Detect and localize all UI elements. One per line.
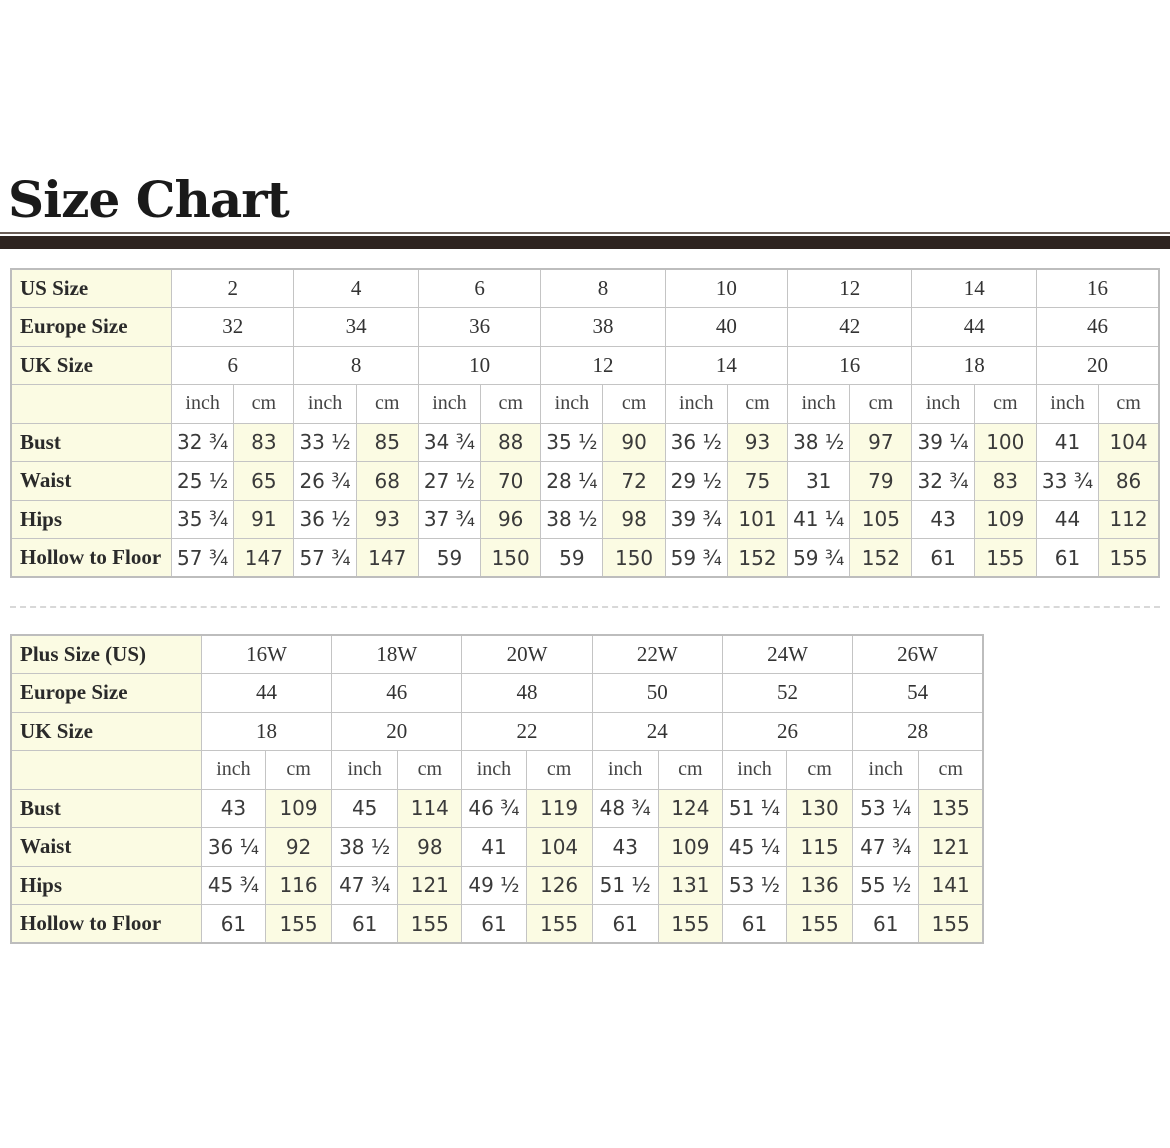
hollow-to-floor-inch-value: 61 — [1036, 539, 1098, 578]
hips-inch-value: 45 ¾ — [201, 866, 265, 905]
hips-label: Hips — [11, 500, 172, 539]
bust-inch-value: 33 ½ — [294, 423, 356, 462]
bust-inch-value: 34 ¾ — [418, 423, 480, 462]
us-size-value: 12 — [788, 269, 912, 308]
uk-size-value: 22 — [462, 712, 592, 751]
cm-unit-header: cm — [398, 751, 462, 790]
cm-unit-header: cm — [481, 385, 541, 424]
hollow-to-floor-row — [11, 539, 1159, 578]
uk-size-value: 8 — [294, 346, 418, 385]
europe-size-value: 50 — [592, 674, 722, 713]
hips-inch-value: 53 ½ — [722, 866, 786, 905]
hips-cm-value: 116 — [265, 866, 331, 905]
hollow-to-floor-cm-value: 155 — [658, 905, 722, 944]
waist-inch-value: 45 ¼ — [722, 828, 786, 867]
uk-size-value: 16 — [788, 346, 912, 385]
hips-cm-value: 141 — [919, 866, 983, 905]
waist-inch-value: 32 ¾ — [912, 462, 974, 501]
uk-size-value: 28 — [853, 712, 983, 751]
hips-row — [11, 500, 1159, 539]
waist-cm-value: 72 — [603, 462, 665, 501]
page-title: Size Chart — [8, 170, 289, 229]
waist-cm-value: 68 — [356, 462, 418, 501]
bust-inch-value: 36 ½ — [665, 423, 727, 462]
hips-inch-value: 49 ½ — [462, 866, 526, 905]
bust-cm-value: 97 — [850, 423, 912, 462]
hollow-to-floor-cm-value: 155 — [398, 905, 462, 944]
europe-size-row — [11, 308, 1159, 347]
bust-cm-value: 100 — [974, 423, 1036, 462]
waist-inch-value: 26 ¾ — [294, 462, 356, 501]
bust-row — [11, 423, 1159, 462]
europe-size-value: 52 — [722, 674, 852, 713]
bust-inch-value: 35 ½ — [541, 423, 603, 462]
hips-cm-value: 93 — [356, 500, 418, 539]
waist-cm-value: 75 — [727, 462, 787, 501]
waist-inch-value: 27 ½ — [418, 462, 480, 501]
europe-size-value: 48 — [462, 674, 592, 713]
hips-inch-value: 51 ½ — [592, 866, 658, 905]
inch-unit-header: inch — [418, 385, 480, 424]
europe-size-value: 36 — [418, 308, 540, 347]
waist-inch-value: 28 ¼ — [541, 462, 603, 501]
waist-cm-value: 121 — [919, 828, 983, 867]
us-size-row — [11, 635, 983, 674]
inch-unit-header: inch — [541, 385, 603, 424]
uk-size-value: 20 — [332, 712, 462, 751]
us-size-value: 18W — [332, 635, 462, 674]
waist-row — [11, 828, 983, 867]
waist-inch-value: 31 — [788, 462, 850, 501]
hollow-to-floor-cm-value: 155 — [974, 539, 1036, 578]
bust-inch-value: 43 — [201, 789, 265, 828]
hollow-to-floor-cm-value: 152 — [727, 539, 787, 578]
hips-cm-value: 109 — [974, 500, 1036, 539]
bust-cm-value: 85 — [356, 423, 418, 462]
hips-cm-value: 121 — [398, 866, 462, 905]
waist-cm-value: 83 — [974, 462, 1036, 501]
cm-unit-header: cm — [265, 751, 331, 790]
us-size-value: 14 — [912, 269, 1036, 308]
hollow-to-floor-label: Hollow to Floor — [11, 905, 201, 944]
hips-inch-value: 37 ¾ — [418, 500, 480, 539]
bust-inch-value: 32 ¾ — [172, 423, 234, 462]
bust-inch-value: 51 ¼ — [722, 789, 786, 828]
europe-size-value: 44 — [912, 308, 1036, 347]
waist-inch-value: 36 ¼ — [201, 828, 265, 867]
inch-unit-header: inch — [853, 751, 919, 790]
europe-size-row — [11, 674, 983, 713]
hips-cm-value: 112 — [1099, 500, 1159, 539]
hips-inch-value: 44 — [1036, 500, 1098, 539]
hips-inch-value: 55 ½ — [853, 866, 919, 905]
bust-cm-value: 93 — [727, 423, 787, 462]
standard-size-table — [10, 268, 1160, 578]
waist-row — [11, 462, 1159, 501]
hollow-to-floor-inch-value: 59 — [541, 539, 603, 578]
uk-size-value: 24 — [592, 712, 722, 751]
hollow-to-floor-inch-value: 59 — [418, 539, 480, 578]
bust-label: Bust — [11, 789, 201, 828]
uk-size-value: 20 — [1036, 346, 1159, 385]
uk-size-value: 18 — [912, 346, 1036, 385]
uk-size-label: UK Size — [11, 712, 201, 751]
hollow-to-floor-label: Hollow to Floor — [11, 539, 172, 578]
waist-cm-value: 79 — [850, 462, 912, 501]
hips-inch-value: 43 — [912, 500, 974, 539]
inch-unit-header: inch — [592, 751, 658, 790]
europe-size-value: 40 — [665, 308, 787, 347]
hips-inch-value: 36 ½ — [294, 500, 356, 539]
waist-cm-value: 98 — [398, 828, 462, 867]
hollow-to-floor-inch-value: 61 — [462, 905, 526, 944]
waist-cm-value: 86 — [1099, 462, 1159, 501]
hollow-to-floor-cm-value: 155 — [919, 905, 983, 944]
uk-size-value: 18 — [201, 712, 331, 751]
hollow-to-floor-cm-value: 155 — [265, 905, 331, 944]
bust-cm-value: 119 — [526, 789, 592, 828]
cm-unit-header: cm — [850, 385, 912, 424]
hollow-to-floor-cm-value: 150 — [481, 539, 541, 578]
cm-unit-header: cm — [526, 751, 592, 790]
bust-inch-value: 39 ¼ — [912, 423, 974, 462]
hips-cm-value: 101 — [727, 500, 787, 539]
bust-cm-value: 109 — [265, 789, 331, 828]
bust-inch-value: 46 ¾ — [462, 789, 526, 828]
bust-label: Bust — [11, 423, 172, 462]
hollow-to-floor-inch-value: 61 — [592, 905, 658, 944]
europe-size-value: 54 — [853, 674, 983, 713]
waist-cm-value: 115 — [787, 828, 853, 867]
cm-unit-header: cm — [658, 751, 722, 790]
europe-size-value: 46 — [332, 674, 462, 713]
us-size-label: US Size — [11, 269, 172, 308]
cm-unit-header: cm — [234, 385, 294, 424]
waist-inch-value: 38 ½ — [332, 828, 398, 867]
hollow-to-floor-row — [11, 905, 983, 944]
europe-size-label: Europe Size — [11, 674, 201, 713]
inch-unit-header: inch — [462, 751, 526, 790]
bust-cm-value: 135 — [919, 789, 983, 828]
us-size-value: 2 — [172, 269, 294, 308]
inch-unit-header: inch — [294, 385, 356, 424]
uk-size-label: UK Size — [11, 346, 172, 385]
inch-unit-header: inch — [788, 385, 850, 424]
us-size-value: 16 — [1036, 269, 1159, 308]
hips-inch-value: 38 ½ — [541, 500, 603, 539]
bust-cm-value: 88 — [481, 423, 541, 462]
unit-row — [11, 751, 983, 790]
bust-inch-value: 45 — [332, 789, 398, 828]
cm-unit-header: cm — [1099, 385, 1159, 424]
waist-cm-value: 70 — [481, 462, 541, 501]
waist-label: Waist — [11, 462, 172, 501]
section-divider — [10, 606, 1160, 608]
bust-cm-value: 114 — [398, 789, 462, 828]
cm-unit-header: cm — [603, 385, 665, 424]
bust-inch-value: 48 ¾ — [592, 789, 658, 828]
waist-cm-value: 65 — [234, 462, 294, 501]
hips-cm-value: 136 — [787, 866, 853, 905]
us-size-value: 8 — [541, 269, 665, 308]
waist-inch-value: 41 — [462, 828, 526, 867]
waist-cm-value: 92 — [265, 828, 331, 867]
inch-unit-header: inch — [722, 751, 786, 790]
inch-unit-header: inch — [1036, 385, 1098, 424]
waist-cm-value: 109 — [658, 828, 722, 867]
hips-cm-value: 131 — [658, 866, 722, 905]
bust-cm-value: 124 — [658, 789, 722, 828]
unit-row-label — [11, 385, 172, 424]
uk-size-row — [11, 346, 1159, 385]
uk-size-value: 12 — [541, 346, 665, 385]
europe-size-value: 46 — [1036, 308, 1159, 347]
cm-unit-header: cm — [356, 385, 418, 424]
plus-size-table — [10, 634, 984, 944]
waist-label: Waist — [11, 828, 201, 867]
europe-size-value: 44 — [201, 674, 331, 713]
inch-unit-header: inch — [172, 385, 234, 424]
waist-inch-value: 43 — [592, 828, 658, 867]
hollow-to-floor-inch-value: 61 — [853, 905, 919, 944]
uk-size-value: 6 — [172, 346, 294, 385]
cm-unit-header: cm — [974, 385, 1036, 424]
waist-inch-value: 25 ½ — [172, 462, 234, 501]
us-size-value: 10 — [665, 269, 787, 308]
bust-row — [11, 789, 983, 828]
hollow-to-floor-inch-value: 61 — [912, 539, 974, 578]
unit-row — [11, 385, 1159, 424]
hips-inch-value: 39 ¾ — [665, 500, 727, 539]
waist-inch-value: 47 ¾ — [853, 828, 919, 867]
hollow-to-floor-inch-value: 57 ¾ — [294, 539, 356, 578]
bust-inch-value: 38 ½ — [788, 423, 850, 462]
hips-inch-value: 47 ¾ — [332, 866, 398, 905]
hollow-to-floor-inch-value: 61 — [722, 905, 786, 944]
uk-size-value: 14 — [665, 346, 787, 385]
hollow-to-floor-cm-value: 150 — [603, 539, 665, 578]
hips-row — [11, 866, 983, 905]
inch-unit-header: inch — [201, 751, 265, 790]
hollow-to-floor-cm-value: 155 — [787, 905, 853, 944]
bust-cm-value: 90 — [603, 423, 665, 462]
inch-unit-header: inch — [665, 385, 727, 424]
bust-cm-value: 104 — [1099, 423, 1159, 462]
waist-inch-value: 29 ½ — [665, 462, 727, 501]
waist-inch-value: 33 ¾ — [1036, 462, 1098, 501]
europe-size-value: 32 — [172, 308, 294, 347]
hips-cm-value: 98 — [603, 500, 665, 539]
hollow-to-floor-inch-value: 61 — [201, 905, 265, 944]
cm-unit-header: cm — [919, 751, 983, 790]
bust-cm-value: 130 — [787, 789, 853, 828]
bust-inch-value: 53 ¼ — [853, 789, 919, 828]
us-size-value: 6 — [418, 269, 540, 308]
inch-unit-header: inch — [332, 751, 398, 790]
europe-size-value: 42 — [788, 308, 912, 347]
hips-cm-value: 105 — [850, 500, 912, 539]
hips-inch-value: 41 ¼ — [788, 500, 850, 539]
europe-size-value: 38 — [541, 308, 665, 347]
hollow-to-floor-inch-value: 59 ¾ — [665, 539, 727, 578]
europe-size-value: 34 — [294, 308, 418, 347]
bust-cm-value: 83 — [234, 423, 294, 462]
hollow-to-floor-inch-value: 59 ¾ — [788, 539, 850, 578]
hollow-to-floor-cm-value: 155 — [1099, 539, 1159, 578]
bust-inch-value: 41 — [1036, 423, 1098, 462]
cm-unit-header: cm — [787, 751, 853, 790]
hollow-to-floor-inch-value: 61 — [332, 905, 398, 944]
cm-unit-header: cm — [727, 385, 787, 424]
us-size-value: 24W — [722, 635, 852, 674]
hollow-to-floor-inch-value: 57 ¾ — [172, 539, 234, 578]
hips-inch-value: 35 ¾ — [172, 500, 234, 539]
us-size-value: 26W — [853, 635, 983, 674]
us-size-value: 4 — [294, 269, 418, 308]
hollow-to-floor-cm-value: 152 — [850, 539, 912, 578]
title-divider-thin — [0, 232, 1170, 234]
hollow-to-floor-cm-value: 147 — [356, 539, 418, 578]
title-divider-thick — [0, 236, 1170, 249]
hips-cm-value: 91 — [234, 500, 294, 539]
hips-cm-value: 126 — [526, 866, 592, 905]
us-size-value: 22W — [592, 635, 722, 674]
waist-cm-value: 104 — [526, 828, 592, 867]
unit-row-label — [11, 751, 201, 790]
us-size-label: Plus Size (US) — [11, 635, 201, 674]
inch-unit-header: inch — [912, 385, 974, 424]
hips-cm-value: 96 — [481, 500, 541, 539]
uk-size-row — [11, 712, 983, 751]
europe-size-label: Europe Size — [11, 308, 172, 347]
uk-size-value: 10 — [418, 346, 540, 385]
us-size-value: 20W — [462, 635, 592, 674]
hollow-to-floor-cm-value: 155 — [526, 905, 592, 944]
us-size-value: 16W — [201, 635, 331, 674]
us-size-row — [11, 269, 1159, 308]
hollow-to-floor-cm-value: 147 — [234, 539, 294, 578]
hips-label: Hips — [11, 866, 201, 905]
uk-size-value: 26 — [722, 712, 852, 751]
